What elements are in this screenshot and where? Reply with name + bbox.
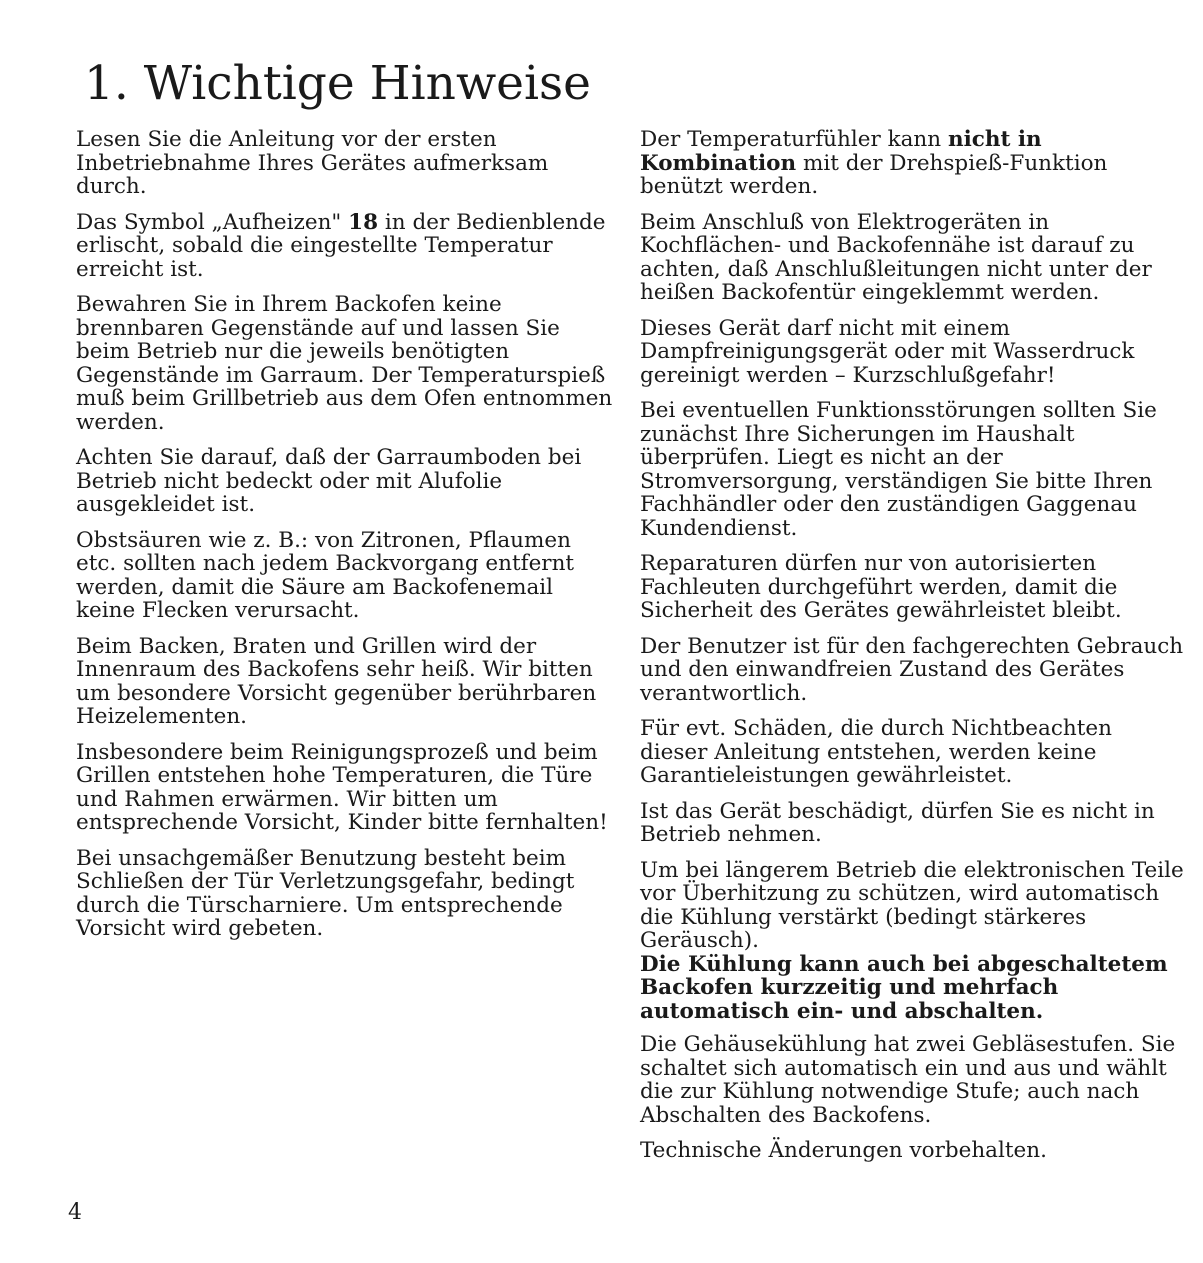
paragraph-user-responsibility: Der Benutzer ist für den fachgerechten Gebrauch und den einwandfreien Zustand des Gerätes verantwortlich. [640, 633, 1184, 706]
paragraph-door-hinges: Bei unsachgemäßer Benutzung besteht beim Schließen der Tür Verletzungsgefahr, bedingt durch die Türscharniere. Um entsprechende Vorsicht wird gebeten. [76, 845, 575, 941]
heating-symbol-text-pre: Das Symbol „Aufheizen" [76, 209, 349, 235]
paragraph-technical-changes: Technische Änderungen vorbehalten. [640, 1138, 1047, 1163]
paragraph-hot-interior: Beim Backen, Braten und Grillen wird der Innenraum des Backofens sehr heiß. Wir bitten um besondere Vorsicht gegenüber berührbaren Heizelementen. [76, 633, 597, 729]
paragraph-repairs: Reparaturen dürfen nur von autorisierten Fachleuten durchgeführt werden, damit die Sicherheit des Gerätes gewährleistet bleibt. [640, 551, 1122, 623]
paragraph-cleaning-heat: Insbesondere beim Reinigungsprozeß und beim Grillen entstehen hohe Temperaturen, die Türe und Rahmen erwärmen. Wir bitten um entsprechende Vorsicht, Kinder bitte fernhalten! [76, 739, 608, 835]
paragraph-temperature-probe [640, 128, 1185, 199]
temperature-probe-text-pre: Der Temperaturfühler kann [640, 127, 948, 152]
paragraph-flammable-items: Bewahren Sie in Ihrem Backofen keine brennbaren Gegenstände auf und lassen Sie beim Betrieb nur die jeweils benötigten Gegenstände im Garraum. Der Temperaturspieß muß beim Grillbetrieb aus dem Ofen entnommen werden. [76, 292, 613, 435]
paragraph-read-manual: Lesen Sie die Anleitung vor der ersten Inbetriebnahme Ihres Gerätes aufmerksam durch. [76, 127, 549, 199]
paragraph-damaged-device: Ist das Gerät beschädigt, dürfen Sie es nicht in Betrieb nehmen. [640, 798, 1155, 847]
heating-symbol-number: 18 [348, 209, 379, 235]
page-title: 1. Wichtige Hinweise [84, 56, 591, 111]
paragraph-cooling: Um bei längerem Betrieb die elektronischen Teile vor Überhitzung zu schützen, wird automatisch die Kühlung verstärkt (bedingt stärkeres Geräusch). [640, 857, 1184, 953]
paragraph-heating-symbol [76, 211, 616, 282]
temperature-probe-text-post: mit der Drehspieß-Funktion benützt werden. [640, 150, 1108, 199]
heating-symbol-text-post: in der Bedienblende erlischt, sobald die eingestellte Temperatur erreicht ist. [76, 209, 606, 282]
paragraph-housing-cooling: Die Gehäusekühlung hat zwei Gebläsestufen. Sie schaltet sich automatisch ein und aus und wählt die zur Kühlung notwendige Stufe; auch nach Abschalten des Backofens. [640, 1032, 1176, 1128]
right-column [640, 128, 1185, 1175]
paragraph-cooling-warning: Die Kühlung kann auch bei abgeschaltetem Backofen kurzzeitig und mehrfach automatisch ein- und abschalten. [640, 951, 1168, 1024]
paragraph-connection-cables: Beim Anschluß von Elektrogeräten in Kochflächen- und Backofennähe ist darauf zu achten, daß Anschlußleitungen nicht unter der heißen Backofentür eingeklemmt werden. [640, 209, 1152, 305]
left-column [76, 128, 616, 953]
paragraph-oven-floor: Achten Sie darauf, daß der Garraumboden bei Betrieb nicht bedeckt oder mit Alufolie ausgekleidet ist. [76, 445, 582, 517]
paragraph-warranty: Für evt. Schäden, die durch Nichtbeachten dieser Anleitung entstehen, werden keine Garantieleistungen gewährleistet. [640, 716, 1112, 788]
paragraph-malfunctions: Bei eventuellen Funktionsstörungen sollten Sie zunächst Ihre Sicherungen im Haushalt überprüfen. Liegt es nicht an der Stromversorgung, verständigen Sie bitte Ihren Fachhändler oder den zuständigen Gaggenau Kundendienst. [640, 398, 1157, 541]
paragraph-steam-cleaner: Dieses Gerät darf nicht mit einem Dampfreinigungsgerät oder mit Wasserdruck gereinigt werden – Kurzschlußgefahr! [640, 315, 1135, 388]
paragraph-fruit-acids: Obstsäuren wie z. B.: von Zitronen, Pflaumen etc. sollten nach jedem Backvorgang entfernt werden, damit die Säure am Backofenemail keine Flecken verursacht. [76, 527, 575, 623]
temperature-probe-bold: nicht in Kombination [640, 127, 1042, 176]
page-number: 4 [68, 1200, 82, 1225]
